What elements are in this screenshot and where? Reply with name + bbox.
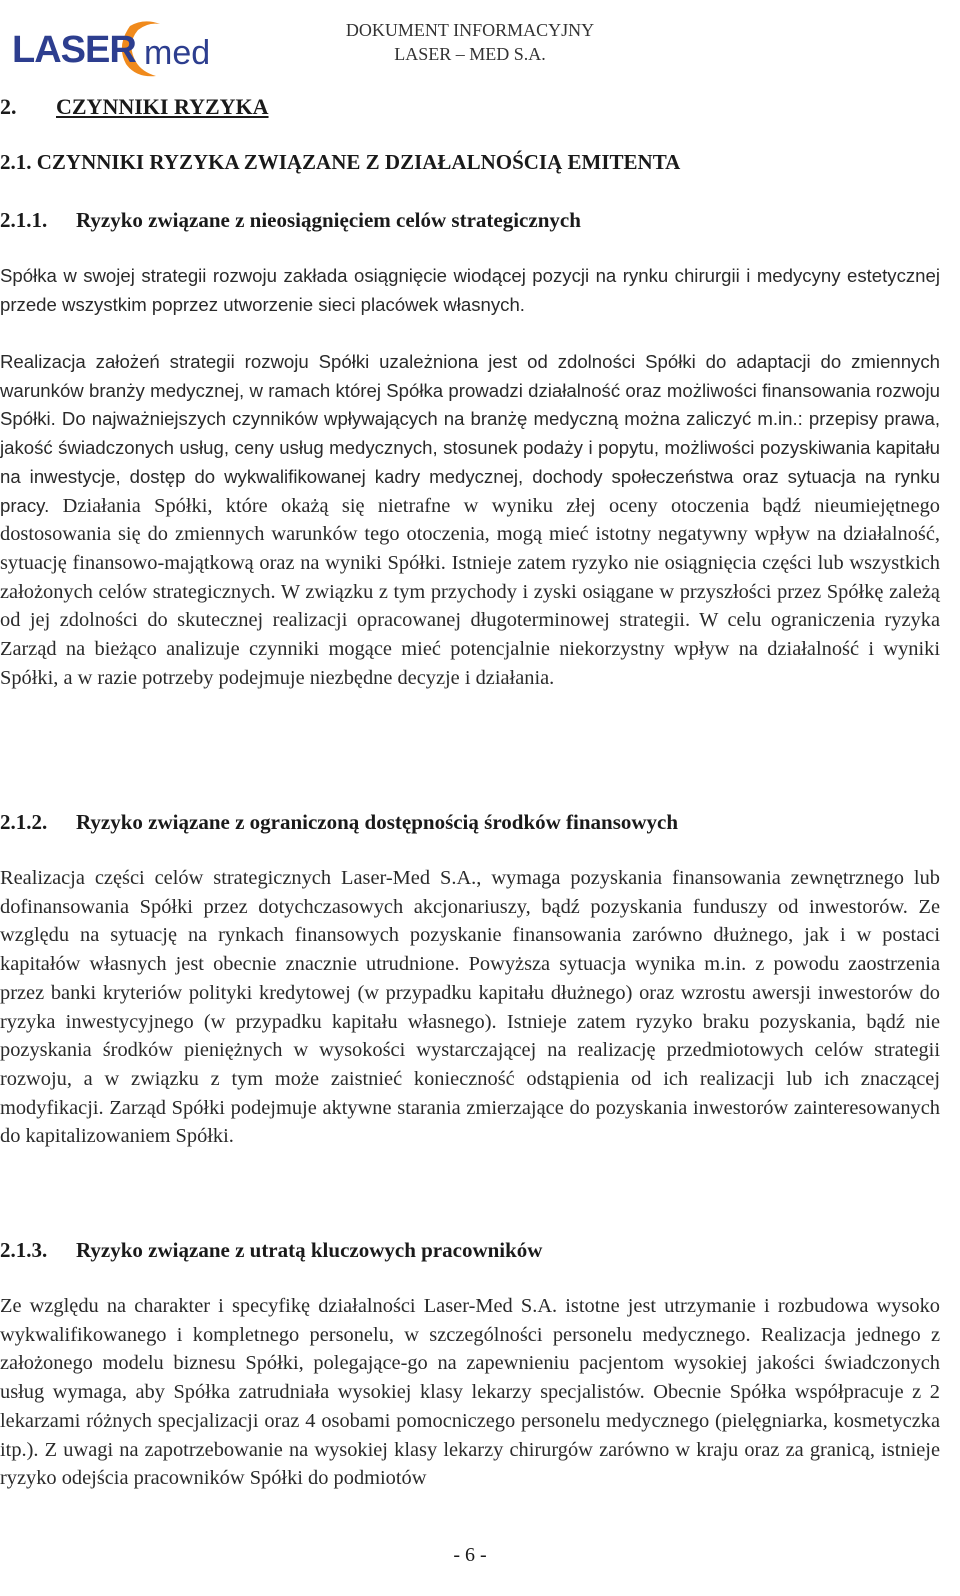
section-number: 2.: [0, 94, 17, 119]
risk1-number: 2.1.1.: [0, 208, 48, 232]
svg-text:LASER: LASER: [12, 29, 136, 71]
page-number: - 6 -: [453, 1544, 487, 1566]
risk1-title: Ryzyko związane z nieosiągnięciem celów strategicznych: [76, 208, 581, 232]
subsection-heading: 2.1. CZYNNIKI RYZYKA ZWIĄZANE Z DZIAŁALNOŚCIĄ EMITENTA: [0, 150, 681, 174]
risk1-paragraph-2: [0, 348, 940, 692]
risk3-paragraph-1c: Obecnie Spółka współpracuje z 2 lekarzami różnych specjalizacji oraz 4 osobami pomocniczego personelu medycznego (pielęgniarka, kosmetyczka itp.). Z uwagi na zapotrzebowanie na wysokiej klasy lekarzy chirurgów zarówno w kraju oraz za granicą, istnieje ryzyko odejścia pracowników Spółki do podmiotów: [0, 1381, 940, 1490]
risk3-paragraph-1: [0, 1292, 940, 1493]
risk2-title: Ryzyko związane z ograniczoną dostępnością środków finansowych: [76, 810, 679, 834]
company-logo: [12, 14, 212, 84]
document-type: DOKUMENT INFORMACYJNY: [345, 20, 595, 40]
section-heading: [0, 94, 269, 120]
svg-text:med: med: [144, 34, 211, 72]
risk1-paragraph-2b: Działania Spółki, które okażą się nietrafne w wyniku złej oceny otoczenia bądź nieumiejętnego dostosowania się do zmiennych warunków tego otoczenia, mogą mieć istotny negatywny wpływ na działalność, sytuację finansowo-majątkową oraz na wyniki Spółki. Istnieje zatem ryzyko nie osiągnięcia części lub wszystkich założonych celów strategicznych. W związku z tym przychody i zyski osiągane w przyszłości przez Spółkę zależą od jej zdolności do skutecznej realizacji opracowanej długoterminowej strategii. W celu ograniczenia ryzyka Zarząd na bieżąco analizuje czynniki mogące mieć potencjalnie niekorzystny wpływ na działalność i wyniki Spółki, a w razie potrzeby podejmuje niezbędne decyzje i działania.: [0, 494, 940, 689]
company-name: LASER – MED S.A.: [394, 44, 546, 64]
risk3-paragraph-1a: Ze względu na charakter i specyfikę działalności Laser-Med S.A. istotne jest utrzymanie i rozbudowa wysoko wykwalifikowanego i kompletnego personelu, w szczególności personelu medycznego.: [0, 1295, 940, 1346]
document-header: [320, 18, 620, 66]
risk1-paragraph-2a: Realizacja założeń strategii rozwoju Spółki uzależniona jest od zdolności Spółki do adaptacji do zmiennych warunków branży medycznej, w ramach której Spółka prowadzi działalność oraz możliwości finansowania rozwoju Spółki. Do najważniejszych czynników wpływających na branżę medyczną można zaliczyć m.in.: przepisy prawa, jakość świadczonych usług, ceny usług medycznych, stosunek podaży i popytu, możliwości pozyskiwania kapitału na inwestycje, dostęp do wykwalifikowanej kadry medycznej, dochody społeczeństwa oraz sytuacja na rynku pracy.: [0, 351, 940, 516]
laser-med-logo-icon: [12, 14, 212, 84]
risk3-title: Ryzyko związane z utratą kluczowych pracowników: [76, 1238, 543, 1262]
risk3-number: 2.1.3.: [0, 1238, 48, 1262]
risk3-paragraph-1b: Realizacja jednego z założonego modelu biznesu Spółki, polegające-go na zapewnieniu pacjentom wysokiej jakości świadczonych usług wymaga, aby Spółka zatrudniała wysokiej klasy lekarzy specjalistów.: [0, 1323, 940, 1404]
risk1-heading: [0, 208, 581, 233]
risk3-heading: [0, 1238, 542, 1263]
risk1-paragraph-1: Spółka w swojej strategii rozwoju zakłada osiągnięcie wiodącej pozycji na rynku chirurgii i medycyny estetycznej przede wszystkim poprzez utworzenie sieci placówek własnych.: [0, 265, 940, 315]
section-title: CZYNNIKI RYZYKA: [56, 94, 269, 119]
risk2-number: 2.1.2.: [0, 810, 48, 834]
risk2-heading: [0, 810, 678, 835]
risk2-paragraph-1: Realizacja części celów strategicznych Laser-Med S.A., wymaga pozyskania finansowania zewnętrznego lub dofinansowania Spółki przez dotychczasowych akcjonariuszy, bądź pozyskania funduszy od inwestorów. Ze względu na sytuację na rynkach finansowych pozyskanie finansowania zarówno dłużnego, jak i w postaci kapitałów własnych jest obecnie znacznie utrudnione. Powyższa sytuacja wynika m.in. z powodu zaostrzenia przez banki kryteriów polityki kredytowej (w przypadku kapitału dłużnego) oraz wzrostu awersji inwestorów do ryzyka inwestycyjnego (w przypadku kapitału własnego). Istnieje zatem ryzyko braku pozyskania, bądź nie pozyskania środków pieniężnych w wysokości wystarczającej na realizację przedmiotowych celów strategii rozwoju, a w związku z tym może zaistnieć konieczność odstąpienia od ich realizacji lub ich znaczącej modyfikacji. Zarząd Spółki podejmuje aktywne starania zmierzające do pozyskania inwestorów zainteresowanych do kapitalizowaniem Spółki.: [0, 867, 940, 1148]
